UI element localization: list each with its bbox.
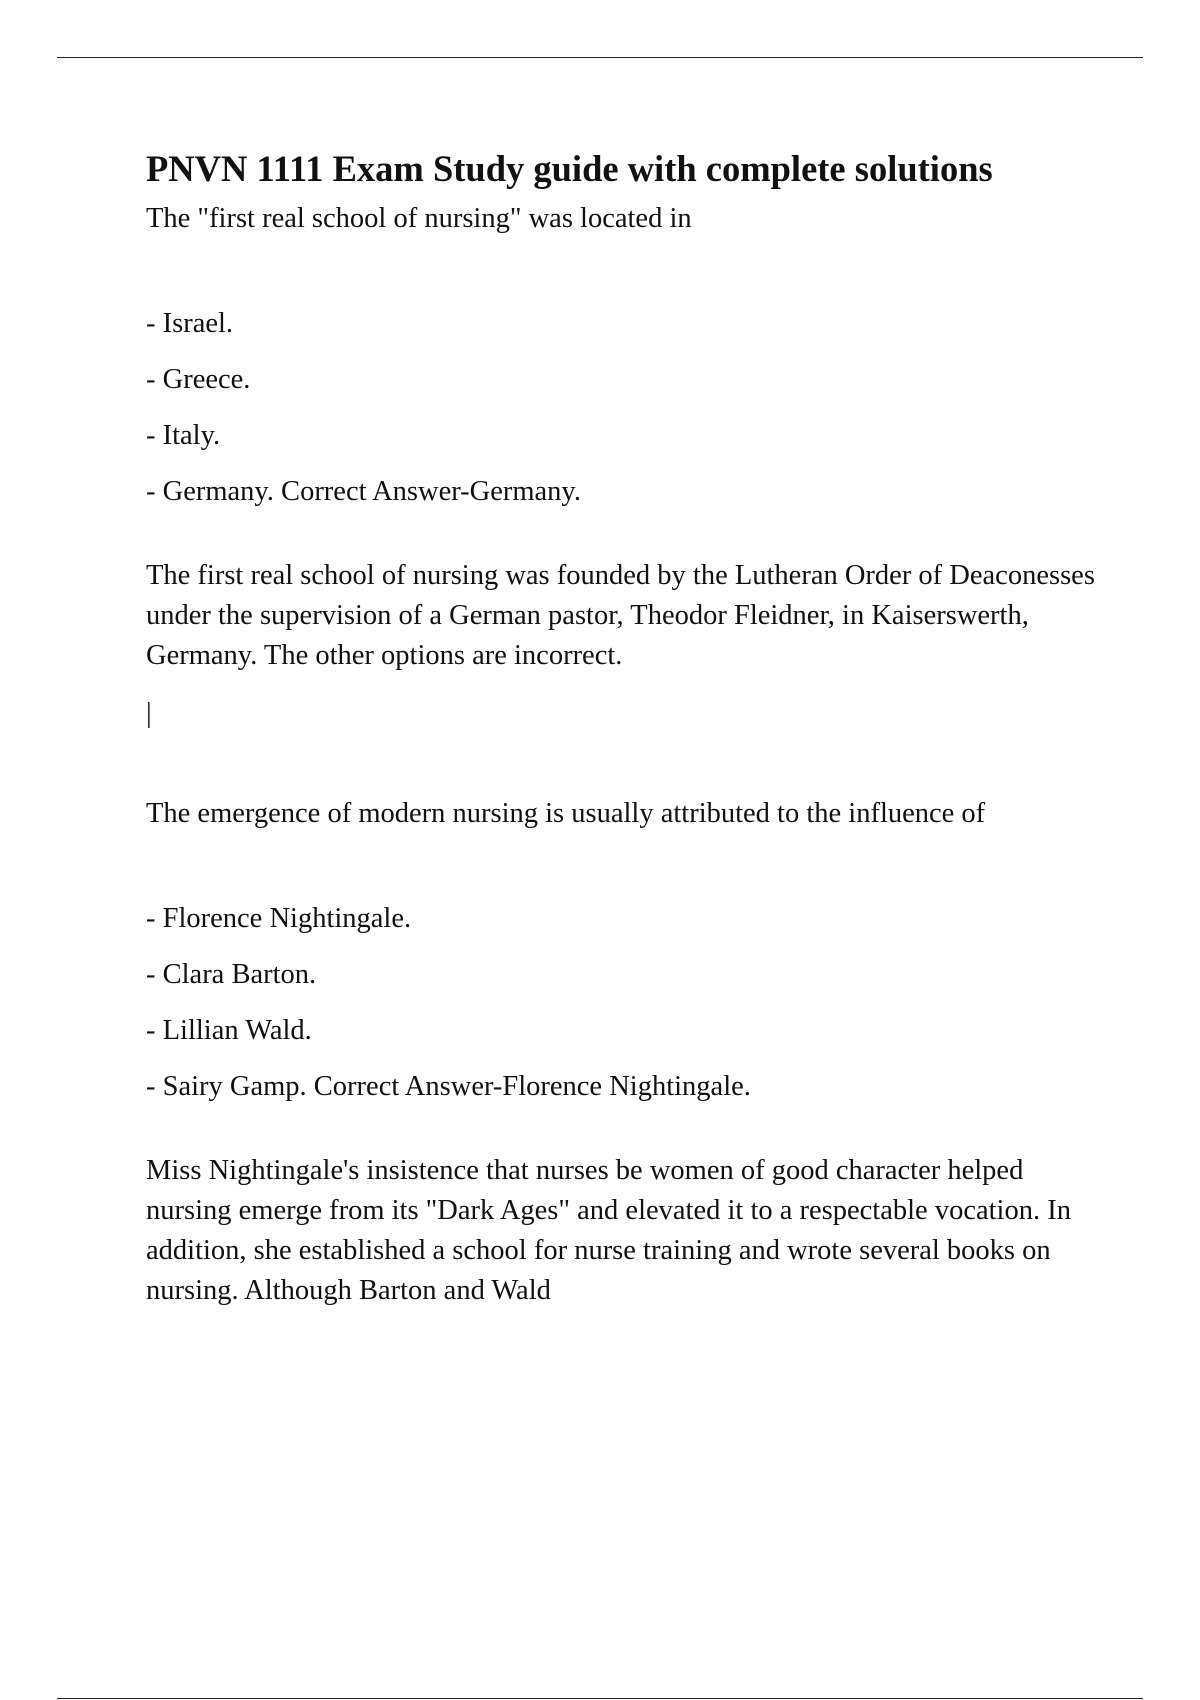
question-2-option-2: - Clara Barton. [146, 959, 317, 990]
question-2-options [146, 899, 1106, 1107]
question-1-option-4: - Germany. Correct Answer-Germany. [146, 476, 581, 507]
top-rule [57, 57, 1143, 58]
question-1-option-1: - Israel. [146, 308, 234, 339]
question-2-option-4: - Sairy Gamp. Correct Answer-Florence Nightingale. [146, 1071, 751, 1102]
question-2-text: The emergence of modern nursing is usually attributed to the influence of [146, 798, 986, 829]
question-2-option-1: - Florence Nightingale. [146, 903, 412, 934]
page-title: PNVN 1111 Exam Study guide with complete solutions [146, 148, 993, 189]
bottom-rule [57, 1698, 1143, 1699]
question-2-option-3: - Lillian Wald. [146, 1015, 312, 1046]
question-1-options [146, 304, 1106, 512]
question-2-explanation: Miss Nightingale's insistence that nurses be women of good character helped nursing emerge from its "Dark Ages" and elevated it to a respectable vocation. In addition, she established a school for nurse training and wrote several books on nursing. Although Barton and Wald [146, 1155, 1071, 1306]
document-body [146, 145, 1106, 1311]
question-1-text: The "first real school of nursing" was located in [146, 203, 692, 234]
text-cursor: | [146, 698, 152, 729]
question-1-explanation: The first real school of nursing was founded by the Lutheran Order of Deaconesses under the supervision of a German pastor, Theodor Fleidner, in Kaiserswerth, Germany. The other options are incorrect. [146, 560, 1095, 671]
question-1-option-2: - Greece. [146, 364, 251, 395]
question-1-option-3: - Italy. [146, 420, 221, 451]
